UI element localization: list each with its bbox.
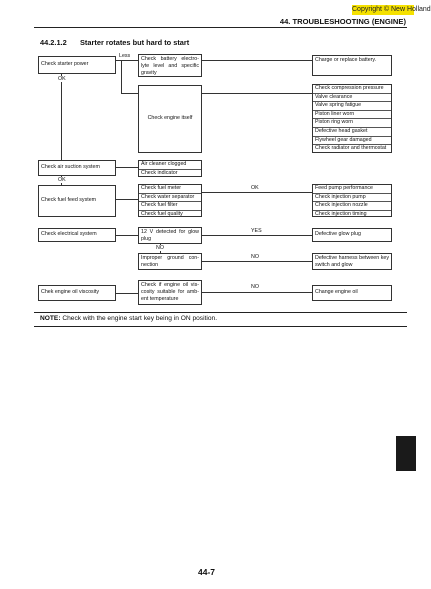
fuel-result-item: Check injection nozzle xyxy=(313,202,391,211)
oil-viscosity-check-box xyxy=(138,280,202,305)
air-suction-checks xyxy=(138,160,202,177)
check-oil-viscosity-box xyxy=(38,285,116,301)
check-starter-power-label: Check starter power xyxy=(41,61,89,68)
condition-no: NO xyxy=(251,254,259,260)
defective-glow-plug-text: Defective glow plug xyxy=(315,231,361,238)
note-bottom-rule xyxy=(34,326,407,327)
improper-ground-box xyxy=(138,253,202,270)
fuel-result-item: Check injection pump xyxy=(313,194,391,203)
charge-replace-battery-text: Charge or replace battery. xyxy=(315,57,377,63)
connector-line xyxy=(202,235,312,236)
defective-harness-box xyxy=(312,253,392,270)
condition-ok: OK xyxy=(251,185,259,191)
cause-item: Check compression pressure xyxy=(313,85,391,94)
fuel-check-item: Check water separator xyxy=(139,194,201,203)
change-engine-oil-box xyxy=(312,285,392,301)
no-label: NO xyxy=(156,245,164,251)
check-air-suction-box xyxy=(38,160,116,176)
condition-no: NO xyxy=(251,284,259,290)
cause-item: Valve clearance xyxy=(313,94,391,103)
header-divider xyxy=(34,27,407,28)
connector-line xyxy=(202,261,312,262)
cause-item: Valve spring fatigue xyxy=(313,102,391,111)
glow-plug-voltage-box xyxy=(138,227,202,244)
connector-line xyxy=(121,60,122,93)
check-fuel-feed-box xyxy=(38,185,116,217)
cause-item: Defective head gasket xyxy=(313,128,391,137)
cause-item: Piston liner worn xyxy=(313,111,391,120)
connector-line xyxy=(116,235,138,236)
page-number: 44-7 xyxy=(198,567,216,577)
check-electrical-box xyxy=(38,228,116,242)
charge-replace-battery-box xyxy=(312,55,392,76)
copyright-badge: Copyright © New Holland xyxy=(352,6,431,13)
connector-line xyxy=(202,292,312,293)
connector-line xyxy=(61,74,62,160)
defective-glow-plug-box xyxy=(312,228,392,242)
connector-line xyxy=(116,293,138,294)
fuel-result-item: Feed pump performance xyxy=(313,185,391,194)
chapter-title: 44. TROUBLESHOOTING (ENGINE) xyxy=(279,17,406,26)
check-battery-box xyxy=(138,54,202,77)
section-number: 44.2.1.2 xyxy=(40,38,67,47)
connector-line xyxy=(116,167,138,168)
air-cleaner-item: Air cleaner clogged xyxy=(139,161,201,170)
note-top-rule xyxy=(34,312,407,313)
connector-line xyxy=(202,192,312,193)
check-engine-itself-box xyxy=(138,85,202,153)
check-battery-text: Check battery electro-lyte level and specific gravity xyxy=(141,56,199,77)
oil-viscosity-check-text: Check if engine oil vis-cosity suitable for amb-ent temperature xyxy=(141,282,199,303)
ok-label: OK xyxy=(58,177,66,183)
check-air-suction-label: Check air suction system xyxy=(41,164,100,171)
chapter-tab-marker xyxy=(396,436,416,471)
fuel-result-item: Check injection timing xyxy=(315,210,367,217)
note-text: Check with the engine start key being in ON position. xyxy=(62,315,218,322)
check-starter-power-box xyxy=(38,56,116,74)
check-fuel-feed-label: Check fuel feed system xyxy=(41,197,97,204)
improper-ground-text: Improper ground con-nection xyxy=(141,255,199,269)
fuel-checks-list xyxy=(138,184,202,217)
change-engine-oil-text: Change engine oil xyxy=(315,289,358,296)
connector-line xyxy=(116,60,138,61)
section-title: Starter rotates but hard to start xyxy=(80,38,190,47)
cause-item: Flywheel gear damaged xyxy=(313,137,391,146)
glow-plug-voltage-text: 12 V detected for glow plug xyxy=(141,229,199,243)
ok-label: OK xyxy=(58,76,66,82)
cause-item: Check radiator and thermostat xyxy=(315,145,387,152)
fuel-results-list xyxy=(312,184,392,217)
check-electrical-label: Check electrical system xyxy=(41,231,97,238)
fuel-check-item: Check fuel filter xyxy=(139,202,201,211)
connector-line xyxy=(202,93,312,94)
connector-line xyxy=(202,60,312,61)
indicator-item: Check indicator xyxy=(141,169,178,176)
fuel-check-item: Check fuel meter xyxy=(139,185,201,194)
connector-line xyxy=(121,93,138,94)
check-engine-itself-label: Check engine itself xyxy=(147,115,193,122)
check-oil-viscosity-label: Chek engine oil viscosity xyxy=(41,289,99,296)
note xyxy=(40,315,217,322)
note-label: NOTE: xyxy=(40,315,61,322)
connector-line xyxy=(116,199,138,200)
condition-less: Less xyxy=(119,53,131,59)
fuel-check-item: Check fuel quality xyxy=(141,210,183,217)
condition-yes: YES xyxy=(251,228,262,234)
engine-causes-list xyxy=(312,84,392,153)
defective-harness-text: Defective harness between key switch and glow xyxy=(315,255,389,269)
cause-item: Piston ring worn xyxy=(313,119,391,128)
